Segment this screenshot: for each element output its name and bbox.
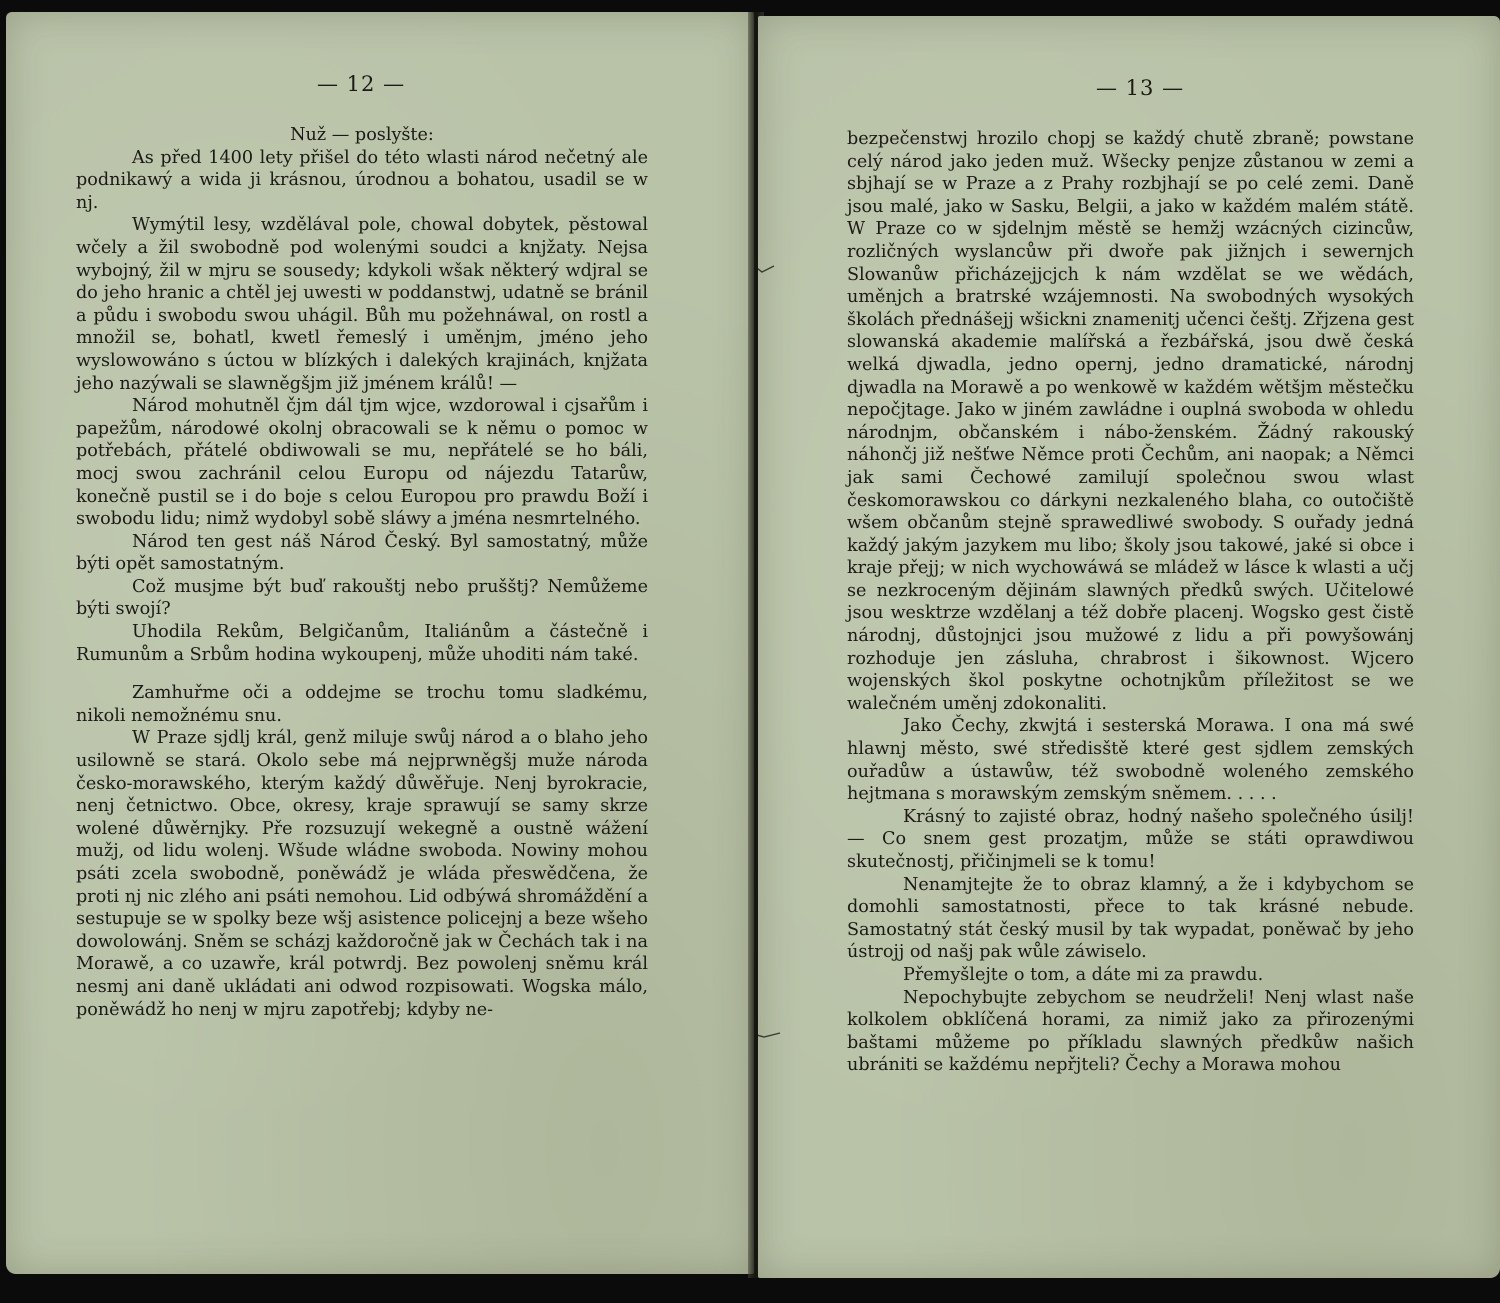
page-text — [76, 124, 648, 1021]
paragraph: W Praze sjdlj král, genž miluje swůj národ a o blaho jeho usilowně se stará. Okolo sebe má nejprwněgšj muže národa česko-morawského, kterým každý důwěřuje. Nenj byrokracie, nenj četnictwo. Obce, okresy, kraje sprawují se samy skrze wolené důwěrnjky. Pře rozsuzují wekegně a oustně wážení mužj, od lidu wolenj. Wšude wládne swoboda. Nowiny mohou psáti zcela swobodně, poněwádž je wláda přeswědčena, že proti nj nic zlého ani psáti nemohou. Lid odbýwá shromáždění a sestupuje se w spolky beze wšj asistence policejnj a beze wšeho dowolowánj. Sněm se scházj každoročně jak w Čechách tak i na Morawě, a co uzawře, král potwrdj. Bez powolenj sněmu král nesmj ani daně ukládati ani odwod rozpisowati. Wogska málo, poněwádž ho nenj w mjru zapotřebj; kdyby ne- — [76, 728, 648, 1020]
paragraph: Krásný to zajisté obraz, hodný našeho společného úsilj! — Co snem gest prozatjm, může se státi oprawdiwou skutečnostj, přičinjmeli se k tomu! — [847, 806, 1414, 872]
paragraph: Nenamjtejte že to obraz klamný, a že i kdybychom se domohli samostatnosti, přece to tak krásné nebude. Samostatný stát český musil by tak wypadat, poněwač by jeho ústrojj od našj pak wůle záwiselo. — [847, 874, 1414, 963]
paragraph: Wymýtil lesy, wzdělával pole, chowal dobytek, pěstowal wčely a žil swobodně pod wolenými soudci a knjžaty. Nejsa wybojný, žil w mjru se sousedy; kdykoli wšak některý wdjral se do jeho hranic a chtěl jej uwesti w poddanstwj, udatně se bránil a půdu i swobodu swou uhágil. Bůh mu požehnáwal, on rostl a množil se, bohatl, kwetl řemeslý i uměnjm, jméno jeho wyslowowáno s úctou w blízkých i dalekých krajinách, knjžata jeho nazýwali se slawněgšjm již jménem králů! — — [76, 215, 648, 394]
paragraph: Národ mohutněl čjm dál tjm wjce, wzdorowal i cjsařům i papežům, národowé okolnj obracowali se k němu o pomoc w potřebách, přátelé obdiwowali se mu, nepřátelé se ho báli, mocj swou zachránil celou Europu od nájezdu Tatarůw, konečně pustil se i do boje s celou Europou pro prawdu Boží i swobodu lidu; nimž wydobyl sobě sláwy a jména nesmrtelného. — [76, 396, 648, 530]
page-text — [847, 128, 1414, 1077]
paragraph: Přemyšlejte o tom, a dáte mi za prawdu. — [903, 964, 1264, 985]
right-page — [758, 16, 1500, 1278]
paragraph: Což musjme být buď rakouštj nebo prušštj? Nemůžeme býti swojí? — [76, 576, 648, 620]
paragraph: Nuž — poslyšte: — [290, 125, 434, 145]
gutter-mark-icon — [758, 262, 782, 276]
gutter-mark-icon — [758, 1028, 782, 1042]
left-page — [6, 12, 754, 1274]
paragraph: Uhodila Rekům, Belgičanům, Italiánům a částečně i Rumunům a Srbům hodina wykoupenj, může uhoditi nám také. — [76, 622, 648, 665]
paragraph: Jako Čechy, zkwjtá i sesterská Morawa. I ona má swé hlawnj město, swé středisště které gest sjdlem zemských ouřadůw a ústawůw, též swobodně woleného zemského hejtmana s morawským zemským sněmem. . . . . — [847, 716, 1414, 805]
paragraph: bezpečenstwj hrozilo chopj se každý chutě zbraně; powstane celý národ jako jeden muž. Wšecky penjze zůstanou w zemi a sbjhají se w Praze a z Prahy rozbjhají se po celé zemi. Daně jsou malé, jako w Sasku, Belgii, a jako w každém malém státě. W Praze co w sjdelnjm městě se hemžj wzácných cizincůw, rozličných wyslancůw při dwoře pak jižnjch i sewernjch Slowanůw přicházejjcjch k nám wzdělat se we wědách, uměnjch a bratrské wzájemnosti. Na swobodných wysokých školách přednášejj wšickni znamenitj učenci češtj. Zřjzena gest slowanská akademie malířská a řezbářská, jsou dwě česká welká djwadla, jedno opernj, jedno dramatické, národnj djwadla na Morawě a po wenkowě w každém wětšjm městečku nepočjtage. Jako w jiném zawládne i ouplná swoboda w ohledu národnjm, občanském i nábo-ženském. Žádný rakouský náhončj již nešťwe Němce proti Čechům, ani naopak; a Němci jak sami Čechowé zamilují společnou swou wlast českomorawskou co dárkyni nezkaleného blaha, co outočiště wšem občanům stejně sprawedliwé swobody. S ouřady jedná každý jakým jazykem mu libo; školy jsou takowé, jaké si obce i kraje přejj; w nich wychowáwá se mládež w lásce k wlasti a učj se nezkroceným dějinám slawných předků swých. Učitelowé jsou wesktrze wzdělanj a též dobře placenj. Wogsko gest čistě národnj, důstojnjci jsou mužowé z lidu a při powyšowánj rozhoduje jen zásluha, chrabrost i šikownost. Wjcero wojenských škol poskytne ochotnjkům příležitost se we walečném uměnj zdokonaliti. — [847, 129, 1414, 714]
paragraph: As před 1400 lety přišel do této wlasti národ nečetný ale podnikawý a wida ji krásnou, úrodnou a bohatou, usadil se w nj. — [76, 147, 648, 213]
paragraph: Nepochybujte zebychom se neudrželi! Nenj wlast naše kolkolem obklíčená horami, za nimiž jako za přirozenými baštami můžeme po příkladu slawných předkůw našich ubrániti se každému nepřjteli? Čechy a Morawa mohou — [847, 987, 1414, 1076]
paragraph: Národ ten gest náš Národ Český. Byl samostatný, může býti opět samostatným. — [76, 531, 648, 575]
page-number: — 13 — — [1096, 76, 1185, 100]
page-number: — 12 — — [317, 72, 406, 96]
paragraph: Zamhuřme oči a oddejme se trochu tomu sladkému, nikoli nemožnému snu. — [76, 683, 648, 726]
